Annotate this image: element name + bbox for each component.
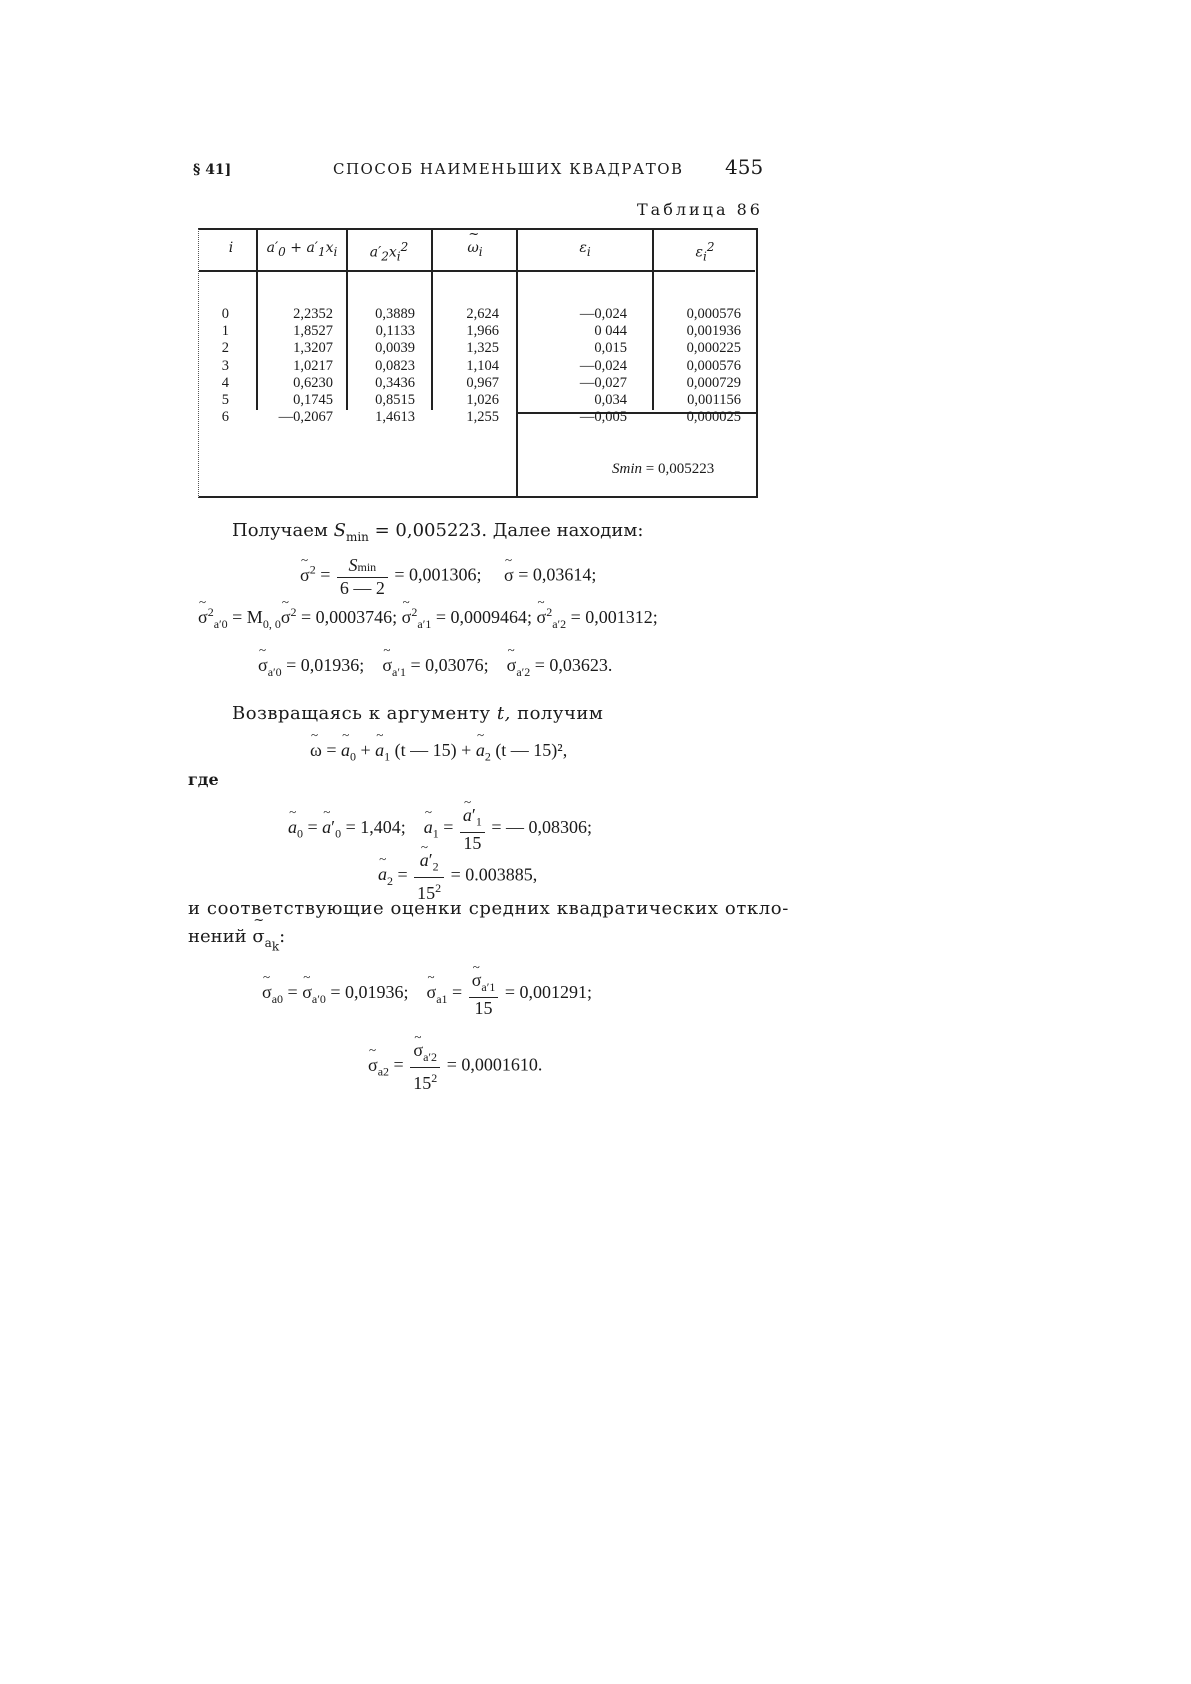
text-return-argument: Возвращаясь к аргументу t, получим (232, 703, 604, 724)
text-where: где (188, 770, 219, 789)
page-number: 455 (725, 155, 764, 179)
header-eps2: $\varepsilon_i^2$ (695, 240, 715, 264)
smin-total: Smin = 0,005223 (612, 461, 715, 477)
column-a2x2: 0,3889 0,1133 0,0039 0,0823 0,3436 0,8515 1,4613 (375, 306, 415, 426)
header-i: i (228, 240, 234, 256)
header-a2x2: $a'_2x_i^2$ (369, 240, 409, 264)
header-a0-a1x: $a'_0 + a'_1x_i$ (266, 240, 338, 259)
text-smin: Получаем $S_{min} = 0,005223$. Далее находим: (232, 520, 644, 544)
header-omega: ~ $\omega_i$ (435, 240, 515, 259)
formula-sigma-a: ~ $\sigma_{a'0} = 0,01936$; ~ $\sigma_{a'1} = 0,03076$; ~ $\sigma_{a'2} = 0,03623$. (258, 655, 612, 680)
column-eps: —0,024 0 044 0,015 —0,024 —0,027 0,034 —0,005 (579, 306, 627, 426)
formula-a2: ~ $a_2$ = ~ $\frac{a'_2}{15^2}$ = 0.003885, (378, 850, 537, 903)
formula-sigma-a0-a1: ~ $\sigma_{a0}$ = ~ $\sigma_{a'0} = 0,01936$; ~ $\sigma_{a1}$ = ~ $\frac{\sigma_{a'1}}{15}$ = 0,001291; (262, 970, 592, 1018)
formula-sigma-a-squared: ~ $\sigma^2_{a'0}$ = $M_{0, 0}\sim$ $\sigma^2 = 0,0003746$; ~ $\sigma^2_{a'1} = 0,0009464$; ~ $\sigma^2_{a'2} = 0,001312$; (198, 605, 658, 632)
column-omega: 2,624 1,966 1,325 1,104 0,967 1,026 1,255 (466, 306, 499, 426)
data-table (198, 228, 758, 498)
formula-sigma-a2: ~ $\sigma_{a2}$ = ~ $\frac{\sigma_{a'2}}{15^2}$ = 0,0001610. (368, 1040, 542, 1093)
formula-a0-a1: ~ $a_0$ = ~ $a'_0 = 1,404$; ~ $a_1$ = ~ $\frac{a'_1}{15}$ = — 0,08306; (288, 805, 592, 853)
text-estimates-line2: нений ~ $\sigma_{a_k}$: (188, 926, 285, 953)
running-title: СПОСОБ НАИМЕНЬШИХ КВАДРАТОВ (333, 160, 684, 178)
section-number: § 41] (193, 162, 232, 178)
table-caption: Таблица 86 (637, 200, 763, 219)
column-a0-a1x: 2,2352 1,8527 1,3207 1,0217 0,6230 0,1745 —0,2067 (278, 306, 333, 426)
column-i: 0 1 2 3 4 5 6 (221, 306, 229, 426)
text-estimates-line1: и соответствующие оценки средних квадратических откло- (188, 898, 789, 919)
formula-sigma: ~ $\sigma^2$ = $\frac{Smin}{6 — 2}$ = 0,001306; ~ σ = 0,03614; (300, 555, 596, 598)
column-eps2: 0,000576 0,001936 0,000225 0,000576 0,000729 0,001156 0,000025 (686, 306, 741, 426)
formula-omega: ~ ω = ~ $a_0$ + ~ $a_1$ (t — 15) + ~ $a_2$ (t — 15)², (310, 740, 567, 765)
header-eps: $\varepsilon_i$ (579, 240, 591, 259)
